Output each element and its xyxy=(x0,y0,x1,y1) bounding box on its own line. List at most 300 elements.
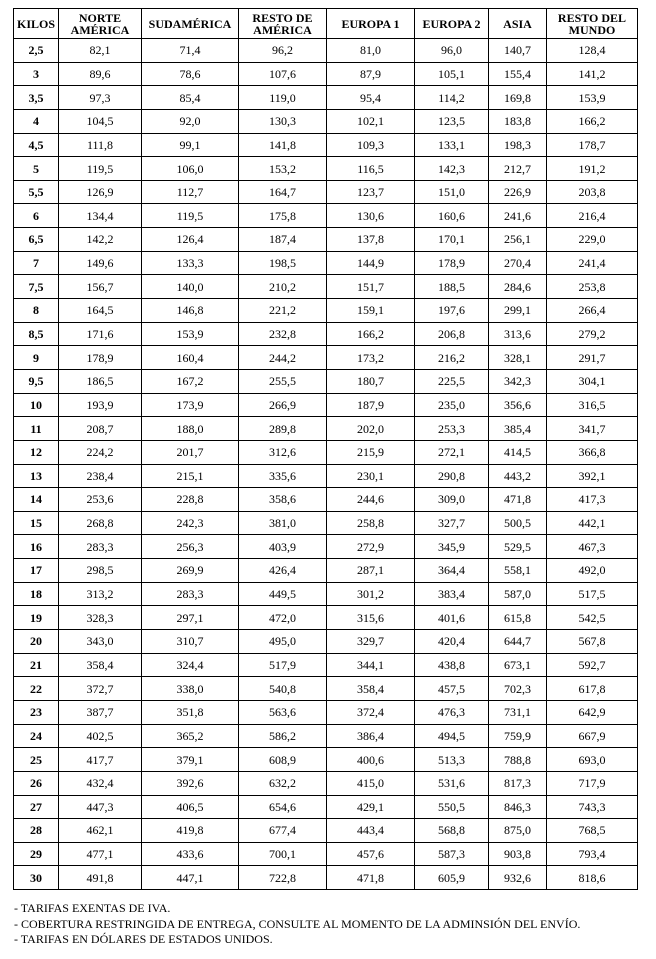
kilos-cell: 19 xyxy=(14,606,59,630)
rate-cell: 329,7 xyxy=(327,630,415,654)
table-row xyxy=(14,582,638,606)
rate-cell: 608,9 xyxy=(239,748,327,772)
table-row xyxy=(14,275,638,299)
rate-cell: 447,1 xyxy=(142,866,239,890)
rate-cell: 358,4 xyxy=(327,677,415,701)
rate-cell: 447,3 xyxy=(59,795,142,819)
rate-cell: 78,6 xyxy=(142,62,239,86)
rate-cell: 137,8 xyxy=(327,228,415,252)
rate-cell: 531,6 xyxy=(415,771,489,795)
rate-cell: 462,1 xyxy=(59,819,142,843)
rate-cell: 144,9 xyxy=(327,251,415,275)
table-row xyxy=(14,157,638,181)
rate-cell: 230,1 xyxy=(327,464,415,488)
rate-cell: 244,2 xyxy=(239,346,327,370)
rate-cell: 226,9 xyxy=(489,180,547,204)
rate-cell: 471,8 xyxy=(489,488,547,512)
rate-cell: 587,0 xyxy=(489,582,547,606)
rate-cell: 642,9 xyxy=(547,700,638,724)
table-row xyxy=(14,535,638,559)
rate-cell: 284,6 xyxy=(489,275,547,299)
kilos-cell: 4 xyxy=(14,109,59,133)
rate-cell: 244,6 xyxy=(327,488,415,512)
rate-cell: 167,2 xyxy=(142,369,239,393)
rate-cell: 517,9 xyxy=(239,653,327,677)
rate-cell: 169,8 xyxy=(489,86,547,110)
rate-cell: 89,6 xyxy=(59,62,142,86)
table-row xyxy=(14,866,638,890)
rate-cell: 364,4 xyxy=(415,559,489,583)
rate-cell: 500,5 xyxy=(489,511,547,535)
kilos-cell: 14 xyxy=(14,488,59,512)
rate-cell: 313,2 xyxy=(59,582,142,606)
rate-cell: 266,4 xyxy=(547,299,638,323)
rate-cell: 106,0 xyxy=(142,157,239,181)
rate-cell: 667,9 xyxy=(547,724,638,748)
kilos-cell: 25 xyxy=(14,748,59,772)
kilos-cell: 30 xyxy=(14,866,59,890)
kilos-cell: 6,5 xyxy=(14,228,59,252)
rate-cell: 92,0 xyxy=(142,109,239,133)
rate-cell: 342,3 xyxy=(489,369,547,393)
table-row xyxy=(14,369,638,393)
rate-cell: 568,8 xyxy=(415,819,489,843)
rate-cell: 183,8 xyxy=(489,109,547,133)
table-row xyxy=(14,653,638,677)
rate-cell: 476,3 xyxy=(415,700,489,724)
rate-cell: 492,0 xyxy=(547,559,638,583)
rate-cell: 242,3 xyxy=(142,511,239,535)
rate-cell: 327,7 xyxy=(415,511,489,535)
rate-cell: 208,7 xyxy=(59,417,142,441)
rate-cell: 298,5 xyxy=(59,559,142,583)
rate-cell: 153,9 xyxy=(142,322,239,346)
rate-cell: 202,0 xyxy=(327,417,415,441)
header-line: RESTO DEL xyxy=(557,10,627,25)
rate-cell: 693,0 xyxy=(547,748,638,772)
rate-cell: 304,1 xyxy=(547,369,638,393)
rate-cell: 186,5 xyxy=(59,369,142,393)
rate-cell: 215,9 xyxy=(327,440,415,464)
rate-cell: 457,5 xyxy=(415,677,489,701)
kilos-cell: 26 xyxy=(14,771,59,795)
rate-cell: 290,8 xyxy=(415,464,489,488)
rate-cell: 432,4 xyxy=(59,771,142,795)
table-row xyxy=(14,724,638,748)
rate-cell: 903,8 xyxy=(489,842,547,866)
rate-cell: 149,6 xyxy=(59,251,142,275)
rate-cell: 109,3 xyxy=(327,133,415,157)
table-row xyxy=(14,62,638,86)
rate-cell: 130,3 xyxy=(239,109,327,133)
kilos-cell: 17 xyxy=(14,559,59,583)
footnote: - TARIFAS EN DÓLARES DE ESTADOS UNIDOS. xyxy=(14,932,273,946)
table-row xyxy=(14,842,638,866)
rate-cell: 471,8 xyxy=(327,866,415,890)
header-line: NORTE xyxy=(78,10,122,25)
rate-cell: 328,3 xyxy=(59,606,142,630)
header-kilos: KILOS xyxy=(14,9,59,39)
rate-cell: 188,0 xyxy=(142,417,239,441)
rate-cell: 87,9 xyxy=(327,62,415,86)
rate-cell: 558,1 xyxy=(489,559,547,583)
rate-cell: 235,0 xyxy=(415,393,489,417)
rate-cell: 270,4 xyxy=(489,251,547,275)
rate-cell: 166,2 xyxy=(547,109,638,133)
rate-cell: 438,8 xyxy=(415,653,489,677)
kilos-cell: 12 xyxy=(14,440,59,464)
table-row xyxy=(14,204,638,228)
rate-cell: 419,8 xyxy=(142,819,239,843)
kilos-cell: 2,5 xyxy=(14,39,59,63)
rate-cell: 151,0 xyxy=(415,180,489,204)
rate-cell: 415,0 xyxy=(327,771,415,795)
table-row xyxy=(14,417,638,441)
rate-cell: 255,5 xyxy=(239,369,327,393)
rate-cell: 123,5 xyxy=(415,109,489,133)
table-row xyxy=(14,795,638,819)
rate-cell: 241,4 xyxy=(547,251,638,275)
rate-cell: 107,6 xyxy=(239,62,327,86)
header-line: MUNDO xyxy=(568,22,616,37)
rate-cell: 283,3 xyxy=(142,582,239,606)
rate-cell: 123,7 xyxy=(327,180,415,204)
rate-cell: 381,0 xyxy=(239,511,327,535)
kilos-cell: 10 xyxy=(14,393,59,417)
table-row xyxy=(14,511,638,535)
rate-cell: 71,4 xyxy=(142,39,239,63)
header-resto-mundo xyxy=(547,9,638,39)
kilos-cell: 28 xyxy=(14,819,59,843)
table-header xyxy=(14,9,638,39)
rate-cell: 358,6 xyxy=(239,488,327,512)
rate-cell: 111,8 xyxy=(59,133,142,157)
table-row xyxy=(14,322,638,346)
header-europa-1: EUROPA 1 xyxy=(327,9,415,39)
rate-cell: 224,2 xyxy=(59,440,142,464)
rate-cell: 119,5 xyxy=(59,157,142,181)
rate-cell: 328,1 xyxy=(489,346,547,370)
rate-cell: 788,8 xyxy=(489,748,547,772)
rate-cell: 366,8 xyxy=(547,440,638,464)
rate-cell: 793,4 xyxy=(547,842,638,866)
table-row xyxy=(14,440,638,464)
header-europa-2: EUROPA 2 xyxy=(415,9,489,39)
rate-cell: 241,6 xyxy=(489,204,547,228)
rate-cell: 372,4 xyxy=(327,700,415,724)
rate-cell: 312,6 xyxy=(239,440,327,464)
table-row xyxy=(14,606,638,630)
rate-cell: 722,8 xyxy=(239,866,327,890)
table-row xyxy=(14,488,638,512)
rate-cell: 343,0 xyxy=(59,630,142,654)
rate-cell: 324,4 xyxy=(142,653,239,677)
rate-cell: 133,3 xyxy=(142,251,239,275)
rate-cell: 644,7 xyxy=(489,630,547,654)
rate-cell: 494,5 xyxy=(415,724,489,748)
rate-cell: 105,1 xyxy=(415,62,489,86)
rate-cell: 188,5 xyxy=(415,275,489,299)
rate-cell: 151,7 xyxy=(327,275,415,299)
rate-cell: 297,1 xyxy=(142,606,239,630)
rate-cell: 216,4 xyxy=(547,204,638,228)
rate-cell: 96,0 xyxy=(415,39,489,63)
rate-cell: 673,1 xyxy=(489,653,547,677)
rate-cell: 817,3 xyxy=(489,771,547,795)
rate-cell: 85,4 xyxy=(142,86,239,110)
rate-cell: 420,4 xyxy=(415,630,489,654)
rate-cell: 126,9 xyxy=(59,180,142,204)
rate-cell: 540,8 xyxy=(239,677,327,701)
table-row xyxy=(14,748,638,772)
rate-cell: 153,2 xyxy=(239,157,327,181)
rate-cell: 191,2 xyxy=(547,157,638,181)
rate-cell: 586,2 xyxy=(239,724,327,748)
table-row xyxy=(14,464,638,488)
kilos-cell: 27 xyxy=(14,795,59,819)
rate-cell: 429,1 xyxy=(327,795,415,819)
rate-cell: 291,7 xyxy=(547,346,638,370)
rate-cell: 197,6 xyxy=(415,299,489,323)
rate-cell: 114,2 xyxy=(415,86,489,110)
rate-cell: 587,3 xyxy=(415,842,489,866)
rate-cell: 221,2 xyxy=(239,299,327,323)
rate-cell: 253,6 xyxy=(59,488,142,512)
rate-cell: 818,6 xyxy=(547,866,638,890)
rate-cell: 731,1 xyxy=(489,700,547,724)
rate-cell: 119,0 xyxy=(239,86,327,110)
header-row xyxy=(14,9,638,39)
rate-cell: 592,7 xyxy=(547,653,638,677)
rate-cell: 140,0 xyxy=(142,275,239,299)
rate-cell: 238,4 xyxy=(59,464,142,488)
rate-cell: 126,4 xyxy=(142,228,239,252)
rate-cell: 417,7 xyxy=(59,748,142,772)
rate-cell: 335,6 xyxy=(239,464,327,488)
rate-cell: 116,5 xyxy=(327,157,415,181)
header-asia: ASIA xyxy=(489,9,547,39)
rate-cell: 266,9 xyxy=(239,393,327,417)
rate-cell: 632,2 xyxy=(239,771,327,795)
rate-cell: 287,1 xyxy=(327,559,415,583)
rate-cell: 563,6 xyxy=(239,700,327,724)
kilos-cell: 3,5 xyxy=(14,86,59,110)
table-row xyxy=(14,299,638,323)
rate-cell: 253,8 xyxy=(547,275,638,299)
rate-cell: 215,1 xyxy=(142,464,239,488)
table-row xyxy=(14,228,638,252)
rate-cell: 341,7 xyxy=(547,417,638,441)
rate-cell: 717,9 xyxy=(547,771,638,795)
kilos-cell: 21 xyxy=(14,653,59,677)
header-norte-america xyxy=(59,9,142,39)
rate-cell: 932,6 xyxy=(489,866,547,890)
rate-cell: 104,5 xyxy=(59,109,142,133)
table-row xyxy=(14,346,638,370)
kilos-cell: 13 xyxy=(14,464,59,488)
rate-cell: 542,5 xyxy=(547,606,638,630)
table-row xyxy=(14,771,638,795)
rate-cell: 141,8 xyxy=(239,133,327,157)
kilos-cell: 5,5 xyxy=(14,180,59,204)
rate-cell: 615,8 xyxy=(489,606,547,630)
table-row xyxy=(14,251,638,275)
rate-cell: 112,7 xyxy=(142,180,239,204)
rate-cell: 846,3 xyxy=(489,795,547,819)
rate-cell: 385,4 xyxy=(489,417,547,441)
rate-cell: 180,7 xyxy=(327,369,415,393)
rate-cell: 759,9 xyxy=(489,724,547,748)
rate-cell: 193,9 xyxy=(59,393,142,417)
rate-cell: 269,9 xyxy=(142,559,239,583)
table-row xyxy=(14,630,638,654)
rate-cell: 617,8 xyxy=(547,677,638,701)
rate-cell: 316,5 xyxy=(547,393,638,417)
rate-cell: 258,8 xyxy=(327,511,415,535)
rate-cell: 201,7 xyxy=(142,440,239,464)
rate-cell: 173,9 xyxy=(142,393,239,417)
kilos-cell: 16 xyxy=(14,535,59,559)
header-line: AMÉRICA xyxy=(70,22,130,37)
rate-cell: 414,5 xyxy=(489,440,547,464)
rates-table xyxy=(13,8,638,890)
rate-cell: 310,7 xyxy=(142,630,239,654)
kilos-cell: 9,5 xyxy=(14,369,59,393)
rate-cell: 203,8 xyxy=(547,180,638,204)
rate-cell: 128,4 xyxy=(547,39,638,63)
rate-cell: 567,8 xyxy=(547,630,638,654)
kilos-cell: 23 xyxy=(14,700,59,724)
rate-cell: 383,4 xyxy=(415,582,489,606)
rate-cell: 130,6 xyxy=(327,204,415,228)
table-row xyxy=(14,393,638,417)
table-row xyxy=(14,133,638,157)
rate-cell: 160,6 xyxy=(415,204,489,228)
rate-cell: 268,8 xyxy=(59,511,142,535)
rate-cell: 159,1 xyxy=(327,299,415,323)
kilos-cell: 15 xyxy=(14,511,59,535)
rate-cell: 95,4 xyxy=(327,86,415,110)
rate-cell: 443,4 xyxy=(327,819,415,843)
kilos-cell: 6 xyxy=(14,204,59,228)
rate-cell: 216,2 xyxy=(415,346,489,370)
rate-cell: 289,8 xyxy=(239,417,327,441)
rate-cell: 140,7 xyxy=(489,39,547,63)
rate-cell: 495,0 xyxy=(239,630,327,654)
rate-cell: 605,9 xyxy=(415,866,489,890)
footnote: - TARIFAS EXENTAS DE IVA. xyxy=(14,901,171,915)
rate-cell: 142,2 xyxy=(59,228,142,252)
kilos-cell: 22 xyxy=(14,677,59,701)
rate-cell: 173,2 xyxy=(327,346,415,370)
rate-cell: 272,9 xyxy=(327,535,415,559)
table-row xyxy=(14,86,638,110)
rate-cell: 283,3 xyxy=(59,535,142,559)
rate-cell: 178,9 xyxy=(59,346,142,370)
rate-cell: 387,7 xyxy=(59,700,142,724)
rate-cell: 301,2 xyxy=(327,582,415,606)
rate-cell: 187,9 xyxy=(327,393,415,417)
kilos-cell: 9 xyxy=(14,346,59,370)
rate-cell: 513,3 xyxy=(415,748,489,772)
kilos-cell: 24 xyxy=(14,724,59,748)
rate-cell: 178,9 xyxy=(415,251,489,275)
header-sudamerica: SUDAMÉRICA xyxy=(142,9,239,39)
rate-cell: 134,4 xyxy=(59,204,142,228)
kilos-cell: 3 xyxy=(14,62,59,86)
table-row xyxy=(14,109,638,133)
kilos-cell: 20 xyxy=(14,630,59,654)
rate-cell: 529,5 xyxy=(489,535,547,559)
rate-cell: 141,2 xyxy=(547,62,638,86)
rate-cell: 225,5 xyxy=(415,369,489,393)
rate-cell: 875,0 xyxy=(489,819,547,843)
rate-cell: 229,0 xyxy=(547,228,638,252)
rate-cell: 477,1 xyxy=(59,842,142,866)
table-row xyxy=(14,559,638,583)
rate-cell: 491,8 xyxy=(59,866,142,890)
rate-cell: 356,6 xyxy=(489,393,547,417)
header-resto-america xyxy=(239,9,327,39)
rate-cell: 472,0 xyxy=(239,606,327,630)
rate-cell: 344,1 xyxy=(327,653,415,677)
rate-cell: 401,6 xyxy=(415,606,489,630)
rate-cell: 155,4 xyxy=(489,62,547,86)
rate-cell: 372,7 xyxy=(59,677,142,701)
rate-cell: 768,5 xyxy=(547,819,638,843)
rate-cell: 198,5 xyxy=(239,251,327,275)
rate-cell: 160,4 xyxy=(142,346,239,370)
table-row xyxy=(14,39,638,63)
rate-cell: 102,1 xyxy=(327,109,415,133)
rate-cell: 345,9 xyxy=(415,535,489,559)
rate-cell: 133,1 xyxy=(415,133,489,157)
rate-cell: 315,6 xyxy=(327,606,415,630)
rate-cell: 402,5 xyxy=(59,724,142,748)
rate-cell: 299,1 xyxy=(489,299,547,323)
rate-cell: 171,6 xyxy=(59,322,142,346)
rate-cell: 457,6 xyxy=(327,842,415,866)
rate-cell: 272,1 xyxy=(415,440,489,464)
rate-cell: 406,5 xyxy=(142,795,239,819)
footnotes xyxy=(14,901,644,948)
rate-cell: 228,8 xyxy=(142,488,239,512)
rate-cell: 253,3 xyxy=(415,417,489,441)
table-body xyxy=(14,39,638,890)
rate-cell: 198,3 xyxy=(489,133,547,157)
rate-cell: 654,6 xyxy=(239,795,327,819)
footnote: - COBERTURA RESTRINGIDA DE ENTREGA, CONSULTE AL MOMENTO DE LA ADMINSIÓN DEL ENVÍO. xyxy=(14,916,581,931)
rate-cell: 700,1 xyxy=(239,842,327,866)
rate-cell: 400,6 xyxy=(327,748,415,772)
kilos-cell: 11 xyxy=(14,417,59,441)
table-row xyxy=(14,819,638,843)
rate-cell: 164,7 xyxy=(239,180,327,204)
rate-cell: 309,0 xyxy=(415,488,489,512)
rate-cell: 392,1 xyxy=(547,464,638,488)
rate-cell: 164,5 xyxy=(59,299,142,323)
rate-cell: 166,2 xyxy=(327,322,415,346)
rate-cell: 403,9 xyxy=(239,535,327,559)
table-row xyxy=(14,180,638,204)
table-row xyxy=(14,700,638,724)
rate-cell: 97,3 xyxy=(59,86,142,110)
rate-cell: 517,5 xyxy=(547,582,638,606)
rate-cell: 279,2 xyxy=(547,322,638,346)
kilos-cell: 29 xyxy=(14,842,59,866)
rate-cell: 175,8 xyxy=(239,204,327,228)
rate-cell: 338,0 xyxy=(142,677,239,701)
